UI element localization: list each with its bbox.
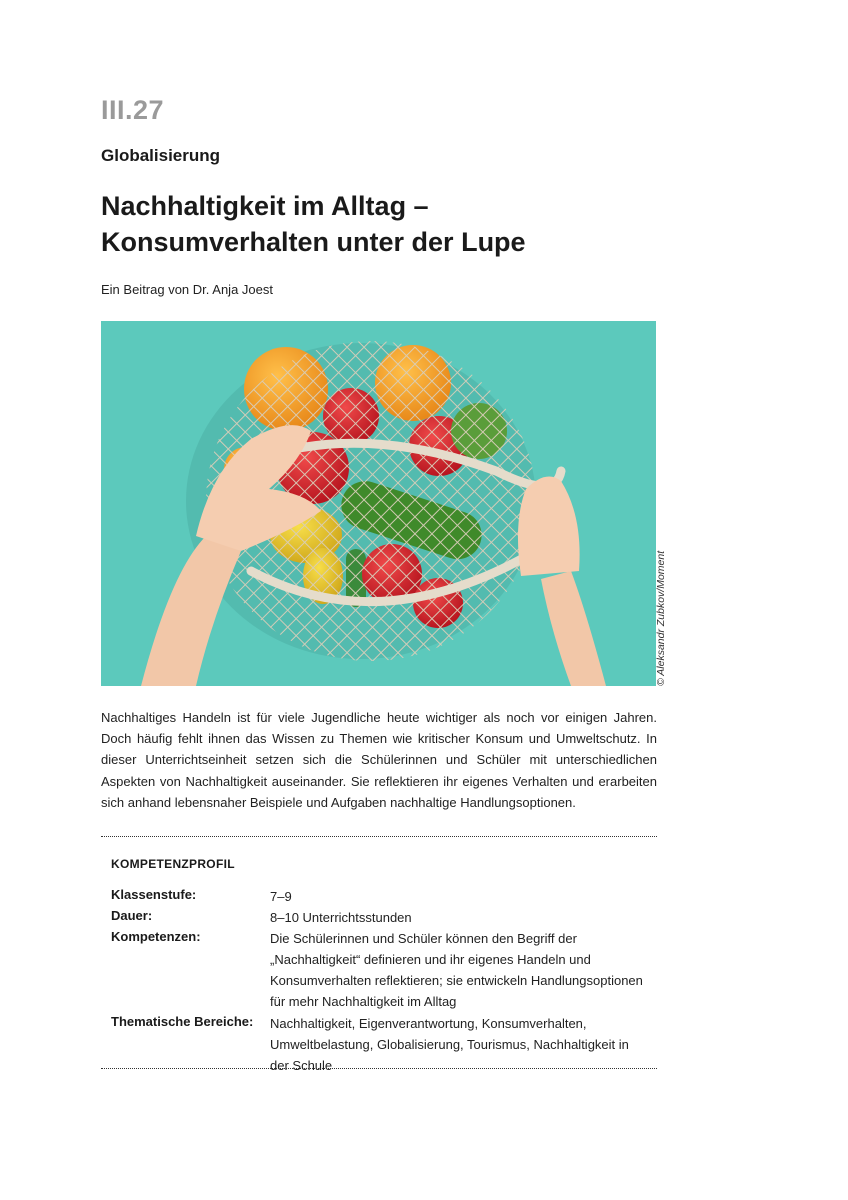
profile-label-competencies: Kompetenzen: bbox=[111, 929, 201, 944]
profile-value-topics: Nachhaltigkeit, Eigenverantwortung, Konsumverhalten, Umweltbelastung, Globalisierung, Tourismus, Nachhaltigkeit in der Schule bbox=[270, 1016, 629, 1073]
profile-value-competencies: Die Schülerinnen und Schüler können den Begriff der „Nachhaltigkeit“ definieren und ihr eigenes Handeln und Konsumverhalten reflektieren; sie entwickeln Handlungsoptionen für mehr Nachhaltigkeit im Alltag bbox=[270, 931, 643, 1009]
cover-photo-illustration bbox=[101, 321, 656, 686]
intro-paragraph: Nachhaltiges Handeln ist für viele Jugendliche heute wichtiger als noch vor einigen Jahren. Doch häufig fehlt ihnen das Wissen zu Themen wie kritischer Konsum und Umweltschutz. In dieser Unterrichtseinheit setzen sich die Schülerinnen und Schüler mit unterschiedlichen Aspekten von Nachhaltigkeit auseinander. Sie reflektieren ihr eigenes Verhalten und erarbeiten sich anhand lebensnaher Beispiele und Aufgaben nachhaltige Handlungsoptionen. bbox=[101, 710, 657, 810]
profile-label-duration: Dauer: bbox=[111, 908, 153, 923]
divider-bottom bbox=[101, 1068, 657, 1069]
photo-credit: © Aleksandr Zubkov/Moment bbox=[655, 550, 667, 686]
unit-code: III.27 bbox=[101, 95, 165, 125]
profile-value-duration: 8–10 Unterrichtsstunden bbox=[270, 910, 412, 925]
author-line: Ein Beitrag von Dr. Anja Joest bbox=[101, 282, 273, 297]
page-title bbox=[101, 188, 661, 260]
profile-value-grade: 7–9 bbox=[270, 889, 292, 904]
title-line-2: Konsumverhalten unter der Lupe bbox=[101, 227, 526, 257]
profile-label-grade: Klassenstufe: bbox=[111, 887, 197, 902]
cover-photo bbox=[101, 321, 656, 686]
divider-top bbox=[101, 836, 657, 837]
profile-label-topics: Thematische Bereiche: bbox=[111, 1014, 254, 1029]
title-line-1: Nachhaltigkeit im Alltag – bbox=[101, 191, 429, 221]
competence-profile-heading: KOMPETENZPROFIL bbox=[111, 857, 235, 871]
topic-heading: Globalisierung bbox=[101, 146, 221, 165]
